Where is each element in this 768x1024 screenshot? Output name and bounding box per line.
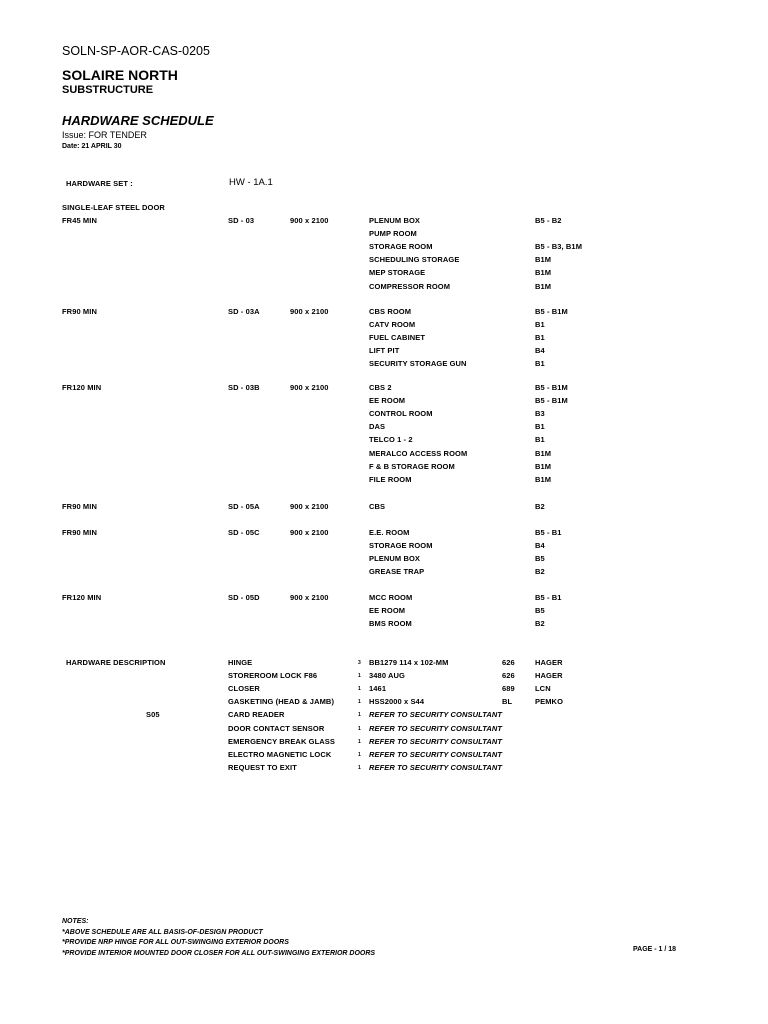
door-type: SINGLE-LEAF STEEL DOOR [62, 203, 165, 212]
notes-line: *ABOVE SCHEDULE ARE ALL BASIS-OF-DESIGN PRODUCT [62, 928, 263, 936]
room-level: B1M [535, 448, 552, 458]
hardware-qty: 3 [358, 660, 361, 666]
room-name: SECURITY STORAGE GUN [369, 359, 467, 369]
room-level: B3 [535, 409, 545, 419]
door-code: SD - 03A [228, 307, 260, 316]
hardware-model: 1461 [369, 684, 387, 694]
room-name: MERALCO ACCESS ROOM [369, 448, 468, 458]
door-size: 900 x 2100 [290, 528, 329, 537]
hardware-model: REFER TO SECURITY CONSULTANT [369, 710, 503, 720]
hardware-finish: 626 [502, 658, 515, 667]
room-level: B2 [535, 619, 545, 629]
room-name: CONTROL ROOM [369, 409, 433, 419]
hardware-model: REFER TO SECURITY CONSULTANT [369, 762, 503, 772]
room-level: B5 - B1M [535, 396, 568, 406]
hardware-description-label: HARDWARE DESCRIPTION [66, 658, 166, 667]
hardware-set-label: HARDWARE SET : [66, 179, 133, 188]
room-name: STORAGE ROOM [369, 242, 433, 252]
room-name: PLENUM BOX [369, 216, 421, 225]
room-name: FILE ROOM [369, 474, 412, 484]
hardware-item: CLOSER [228, 684, 260, 694]
hardware-qty: 1 [358, 764, 361, 771]
hardware-item: GASKETING (HEAD & JAMB) [228, 697, 335, 707]
door-code: SD - 03B [228, 383, 260, 392]
hardware-set-value: HW - 1A.1 [229, 177, 273, 188]
document-id: SOLN-SP-AOR-CAS-0205 [62, 44, 210, 58]
room-name: EE ROOM [369, 396, 406, 406]
hardware-item: HINGE [228, 658, 253, 667]
hardware-tag: S05 [146, 710, 160, 719]
hardware-item: REQUEST TO EXIT [228, 762, 297, 772]
room-level: B1 [535, 435, 545, 445]
room-level: B1 [535, 320, 545, 330]
room-level: B4 [535, 541, 545, 551]
room-level: B5 - B1 [535, 528, 562, 537]
door-code: SD - 03 [228, 216, 255, 225]
room-level: B1M [535, 268, 552, 278]
room-level: B4 [535, 346, 545, 356]
fire-rating: FR90 MIN [62, 307, 97, 316]
hardware-finish: BL [502, 697, 513, 707]
room-name: FUEL CABINET [369, 333, 426, 343]
hardware-model: REFER TO SECURITY CONSULTANT [369, 723, 503, 733]
hardware-item: CARD READER [228, 710, 285, 720]
room-name: COMPRESSOR ROOM [369, 281, 451, 291]
room-level: B1M [535, 281, 552, 291]
hardware-manufacturer: LCN [535, 684, 551, 694]
room-level: B1 [535, 359, 545, 369]
hardware-model: REFER TO SECURITY CONSULTANT [369, 749, 503, 759]
room-name: DAS [369, 422, 386, 432]
hardware-qty: 1 [358, 673, 361, 680]
hardware-model: HSS2000 x S44 [369, 697, 425, 707]
room-level: B1 [535, 333, 545, 343]
hardware-model: 3480 AUG [369, 671, 405, 681]
hardware-item: EMERGENCY BREAK GLASS [228, 736, 335, 746]
room-level: B5 - B1 [535, 593, 562, 602]
notes-line: NOTES: [62, 918, 89, 925]
fire-rating: FR90 MIN [62, 528, 97, 537]
hardware-qty: 1 [358, 738, 361, 745]
door-size: 900 x 2100 [290, 216, 329, 225]
room-name: EE ROOM [369, 606, 406, 616]
room-name: CBS 2 [369, 383, 392, 392]
door-code: SD - 05D [228, 593, 260, 602]
hardware-qty: 1 [358, 699, 361, 706]
room-level: B1 [535, 422, 545, 432]
room-level: B5 [535, 606, 545, 616]
door-size: 900 x 2100 [290, 593, 329, 602]
hardware-model: BB1279 114 x 102-MM [369, 658, 449, 667]
room-name: GREASE TRAP [369, 567, 425, 577]
fire-rating: FR120 MIN [62, 593, 102, 602]
project-name: SOLAIRE NORTH [62, 67, 178, 83]
room-name: BMS ROOM [369, 619, 412, 629]
room-name: CATV ROOM [369, 320, 416, 330]
issue-date: Date: 21 APRIL 30 [62, 143, 122, 150]
schedule-title: HARDWARE SCHEDULE [62, 113, 214, 128]
room-name: LIFT PIT [369, 346, 400, 356]
room-level: B1M [535, 461, 552, 471]
notes-line: *PROVIDE NRP HINGE FOR ALL OUT-SWINGING EXTERIOR DOORS [62, 939, 289, 946]
room-level: B5 [535, 554, 545, 564]
page-number: PAGE - 1 / 18 [633, 946, 677, 953]
room-level: B2 [535, 567, 545, 577]
hardware-manufacturer: PEMKO [535, 697, 564, 707]
room-level: B1M [535, 474, 552, 484]
fire-rating: FR120 MIN [62, 383, 102, 392]
room-level: B5 - B1M [535, 307, 568, 316]
notes-block [62, 917, 375, 959]
hardware-finish: 626 [502, 671, 515, 681]
room-name: CBS [369, 502, 386, 511]
fire-rating: FR90 MIN [62, 502, 97, 511]
hardware-manufacturer: HAGER [535, 671, 563, 681]
hardware-qty: 1 [358, 725, 361, 732]
issue-status: Issue: FOR TENDER [62, 130, 147, 140]
room-level: B2 [535, 502, 545, 511]
hardware-model: REFER TO SECURITY CONSULTANT [369, 736, 503, 746]
door-code: SD - 05C [228, 528, 260, 537]
room-level: B1M [535, 255, 552, 265]
hardware-item: ELECTRO MAGNETIC LOCK [228, 749, 332, 759]
room-name: MCC ROOM [369, 593, 413, 602]
room-name: PUMP ROOM [369, 229, 417, 239]
door-size: 900 x 2100 [290, 307, 329, 316]
hardware-qty: 1 [358, 686, 361, 693]
hardware-manufacturer: HAGER [535, 658, 563, 667]
door-code: SD - 05A [228, 502, 260, 511]
hardware-item: DOOR CONTACT SENSOR [228, 723, 325, 733]
fire-rating: FR45 MIN [62, 216, 97, 225]
hardware-finish: 689 [502, 684, 515, 694]
room-level: B5 - B3, B1M [535, 242, 583, 252]
room-level: B5 - B1M [535, 383, 568, 392]
room-name: MEP STORAGE [369, 268, 426, 278]
hardware-qty: 1 [358, 751, 361, 758]
door-size: 900 x 2100 [290, 502, 329, 511]
room-name: CBS ROOM [369, 307, 412, 316]
room-name: F & B STORAGE ROOM [369, 461, 455, 471]
room-name: E.E. ROOM [369, 528, 410, 537]
room-name: PLENUM BOX [369, 554, 421, 564]
room-level: B5 - B2 [535, 216, 562, 225]
door-size: 900 x 2100 [290, 383, 329, 392]
room-name: STORAGE ROOM [369, 541, 433, 551]
section-subtitle: SUBSTRUCTURE [62, 84, 154, 96]
room-name: SCHEDULING STORAGE [369, 255, 460, 265]
hardware-qty: 1 [358, 712, 361, 719]
room-name: TELCO 1 - 2 [369, 435, 413, 445]
hardware-item: STOREROOM LOCK F86 [228, 671, 318, 681]
notes-line: *PROVIDE INTERIOR MOUNTED DOOR CLOSER FOR ALL OUT-SWINGING EXTERIOR DOORS [62, 949, 376, 957]
